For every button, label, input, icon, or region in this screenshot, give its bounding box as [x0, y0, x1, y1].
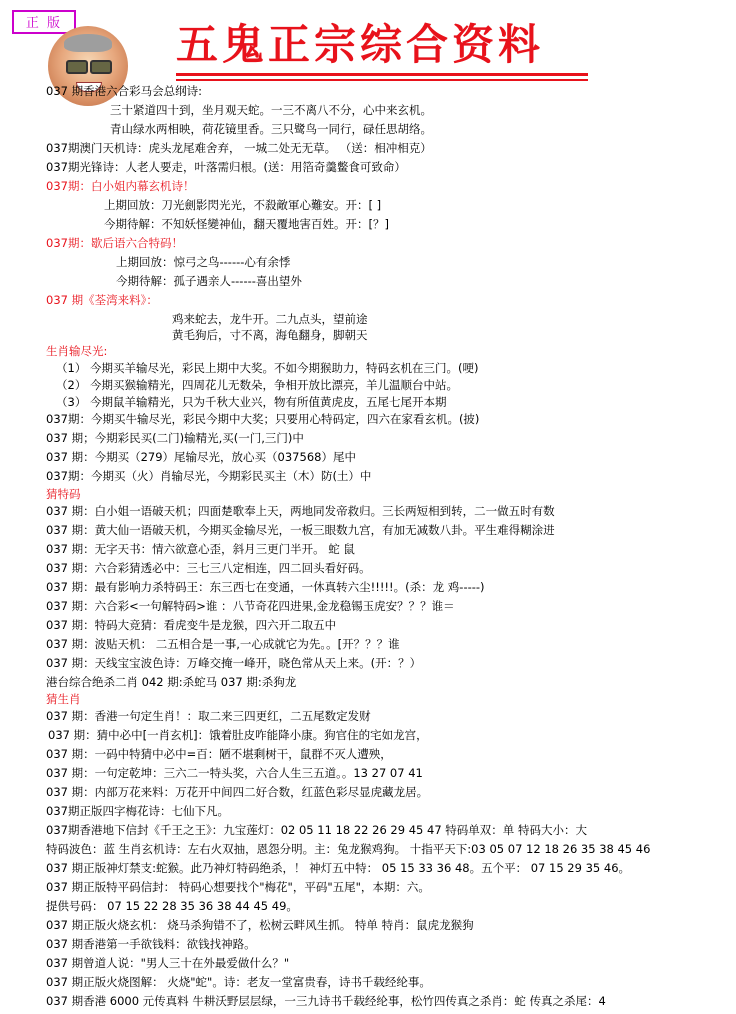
title-underline-thin — [176, 79, 588, 81]
text-line: 037期光锋诗：人老人要走，叶落需归根。(送：用箔奇羹鳖食可致命） — [46, 160, 406, 174]
text-line: 037期澳门天机诗：虎头龙尾难舍弃， 一城二处无无草。 （送：相冲相克） — [46, 141, 432, 155]
text-line: 037 期曾道人说："男人三十在外最爱做什么？" — [46, 956, 290, 970]
text-line: 037 期香港六合彩马会总纲诗: — [46, 84, 202, 98]
text-line: 037 期：天线宝宝波色诗：万峰交掩一峰开，晓色常从天上来。(开：？） — [46, 656, 422, 670]
text-line: 今期待解：不知妖怪變神仙，翻天覆地害百姓。开：[？] — [104, 217, 389, 231]
text-line: 特码波色：蓝 生肖玄机诗：左右火双抽，恩怨分明。主：兔龙猴鸡狗。 十指平天下:03 05 07 12 18 26 35 38 45 46 — [46, 842, 651, 856]
text-line: 上期回放：刀光劍影閃光光，不殺敵軍心難安。开：[ ] — [104, 198, 382, 212]
text-line: 鸡来蛇去，龙牛开。二九点头，望前途 — [172, 312, 368, 326]
text-line: 青山绿水两相映，荷花镜里香。三只鹭鸟一同行，碌任思胡络。 — [110, 122, 432, 136]
text-line: 037 期：黄大仙一语破天机，今期买金输尽光，一板三眼数九宫，有加无减数八卦。平生难得糊涂进 — [46, 523, 555, 537]
text-line: 今期待解：孤子遇亲人------喜出望外 — [116, 274, 302, 288]
text-line: 037 期：波贴天机： 二五相合是一事,一心成就它为先。。[开？？？谁 — [46, 637, 400, 651]
text-line: 037 期：六合彩<一句解特码>谁 ：八节奇花四进果,金龙稳锡玉虎安？？？谁＝ — [46, 599, 455, 613]
text-line: 037 期正版特平码信封： 特码心想要找个"梅花"，平码"五尾"，本期：六。 — [46, 880, 430, 894]
section-heading: 生肖输尽光: — [46, 344, 108, 358]
text-line: 三十紧道四十到，坐月观天蛇。一三不离八不分，心中来玄机。 — [110, 103, 432, 117]
section-heading: 037期：歇后语六合特码！ — [46, 236, 183, 250]
avatar-hair — [64, 34, 112, 52]
section-heading: 037期：白小姐内幕玄机诗！ — [46, 179, 195, 193]
text-line: （2） 今期买猴输精光，四周花儿无数朵，争相开放比漂亮，羊儿温顺台中站。 — [56, 378, 458, 392]
text-line: 037期香港地下信封《千王之王》：九宝莲灯：02 05 11 18 22 26 29 45 47 特码单双：单 特码大小：大 — [46, 823, 587, 837]
text-line: 037 期：白小姐一语破天机；四面楚歌奉上天，两地同发帝救归。三长两短相到转，二一做五时有数 — [46, 504, 555, 518]
text-line: 037 期：猜中必中[一肖玄机]：饿着肚皮咋能降小康。狗官住的宅如龙宫， — [48, 728, 428, 742]
text-line: 037 期：香港一句定生肖！：取二来三四更红，二五尾数定发财 — [46, 709, 371, 723]
text-line: 037 期：一句定乾坤：三六二一特头奖，六合人生三五道。。13 27 07 41 — [46, 766, 423, 780]
text-line: 黄毛狗后，寸不离，海龟翻身，脚朝天 — [172, 328, 368, 342]
text-line: 037 期：内部万花来料：万花开中间四二好合数，红蓝色彩尽显虎藏龙居。 — [46, 785, 429, 799]
section-heading: 猜特码 — [46, 487, 81, 501]
text-line: 港台综合绝杀二肖 042 期:杀蛇马 037 期:杀狗龙 — [46, 675, 297, 689]
text-line: 037 期：无字天书：情六欲意心歪，斜月三更门半开。 蛇 鼠 — [46, 542, 355, 556]
text-line: （3） 今期鼠羊输精光，只为千秋大业兴，物有所值黄虎皮，五尾七尾开本期 — [56, 395, 447, 409]
text-line: （1） 今期买羊输尽光，彩民上期中大奖。不如今期猴助力，特码玄机在三门。(哽) — [56, 361, 479, 375]
section-heading: 猜生肖 — [46, 692, 81, 706]
text-line: 037期：今期买牛输尽光，彩民今期中大奖；只要用心特码定，四六在家看玄机。(披) — [46, 412, 480, 426]
text-line: 037 期：最有影响力杀特码王：东三西七在变通，一休真转六尘!!!!!。(杀：龙 鸡-----) — [46, 580, 485, 594]
text-line: 037 期：六合彩猜透必中：三七三八定相连，四二回头看好码。 — [46, 561, 371, 575]
section-heading: 037 期《荃湾来料》： — [46, 293, 158, 307]
text-line: 037 期香港 6000 元传真料 牛耕沃野层层绿，一三九诗书千载经纶事，松竹四传真之杀肖：蛇 传真之杀尾：4 — [46, 994, 606, 1008]
text-line: 037 期：一码中特猜中必中=百：陋不堪剩树干，鼠群不灭人遭殃， — [46, 747, 392, 761]
text-line: 037期正版四字梅花诗：七仙下凡。 — [46, 804, 229, 818]
text-line: 提供号码： 07 15 22 28 35 36 38 44 45 49。 — [46, 899, 298, 913]
text-line: 上期回放：惊弓之鸟------心有余悸 — [116, 255, 291, 269]
text-line: 037 期正版火烧玄机： 烧马杀狗错不了，松树云畔风生抓。 特单 特肖：鼠虎龙猴狗 — [46, 918, 474, 932]
text-line: 037 期正版神灯禁支:蛇猴。此乃神灯特码绝杀，！ 神灯五中特： 05 15 33 36 48。五个平： 07 15 29 35 46。 — [46, 861, 631, 875]
text-line: 037 期香港第一手欲钱料：欲钱找神路。 — [46, 937, 256, 951]
page-title: 五鬼正宗综合资料 — [176, 20, 545, 69]
text-line: 037 期正版火烧图解： 火烧"蛇"。诗：老友一堂富贵春，诗书千载经纶事。 — [46, 975, 431, 989]
edition-badge: 正 版 — [12, 10, 76, 34]
avatar-glasses-right — [90, 60, 112, 74]
text-line: 037 期：特码大竞猜：看虎变牛是龙猴，四六开二取五中 — [46, 618, 337, 632]
avatar-glasses-left — [66, 60, 88, 74]
text-line: 037 期；今期彩民买(二门)输精光,买(一门,三门)中 — [46, 431, 304, 445]
text-line: 037 期：今期买（279）尾输尽光，放心买（037568）尾中 — [46, 450, 356, 464]
title-underline-thick — [176, 73, 588, 76]
text-line: 037期：今期买（火）肖输尽光，今期彩民买主（木）防(土）中 — [46, 469, 372, 483]
